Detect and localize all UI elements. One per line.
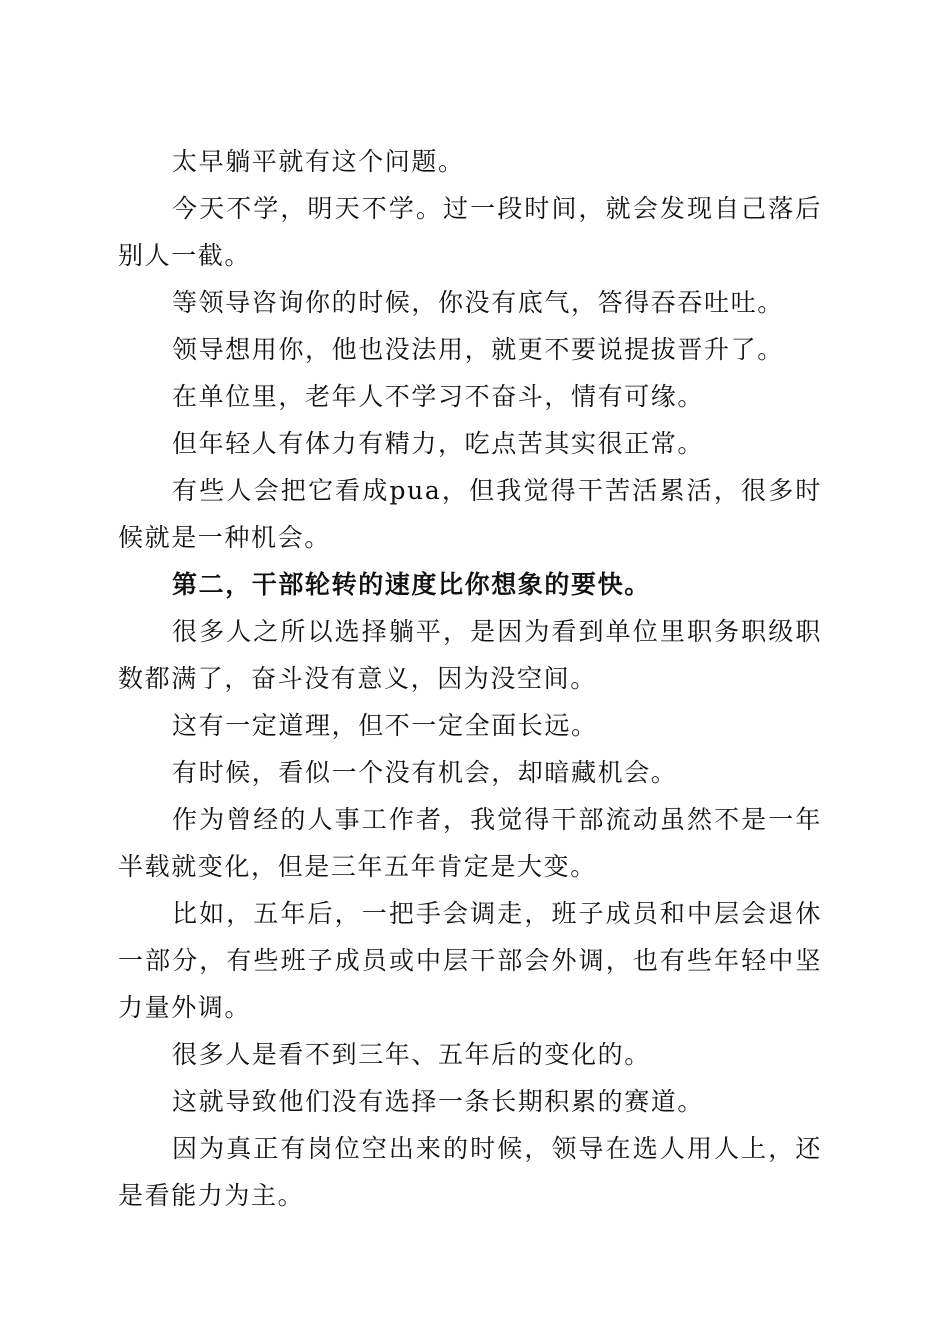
paragraph: 作为曾经的人事工作者，我觉得干部流动虽然不是一年半载就变化，但是三年五年肯定是大变。 — [118, 805, 822, 881]
paragraph: 这有一定道理，但不一定全面长远。 — [172, 711, 598, 740]
paragraph: 领导想用你，他也没法用，就更不要说提拔晋升了。 — [172, 335, 784, 364]
paragraph: 太早躺平就有这个问题。 — [172, 147, 465, 176]
paragraph: 很多人之所以选择躺平，是因为看到单位里职务职级职数都满了，奋斗没有意义，因为没空间。 — [118, 617, 822, 693]
section-heading: 第二，干部轮转的速度比你想象的要快。 — [172, 570, 651, 599]
paragraph: 等领导咨询你的时候，你没有底气，答得吞吞吐吐。 — [172, 288, 784, 317]
paragraph: 但年轻人有体力有精力，吃点苦其实很正常。 — [172, 429, 705, 458]
paragraph: 这就导致他们没有选择一条长期积累的赛道。 — [172, 1087, 705, 1116]
paragraph: 有些人会把它看成pua，但我觉得干苦活累活，很多时候就是一种机会。 — [118, 476, 822, 552]
paragraph: 今天不学，明天不学。过一段时间，就会发现自己落后别人一截。 — [118, 194, 822, 270]
paragraph: 有时候，看似一个没有机会，却暗藏机会。 — [172, 758, 678, 787]
paragraph: 比如，五年后，一把手会调走，班子成员和中层会退休一部分，有些班子成员或中层干部会外调，也有些年轻中坚力量外调。 — [118, 899, 822, 1022]
paragraph: 因为真正有岗位空出来的时候，领导在选人用人上，还是看能力为主。 — [118, 1134, 822, 1210]
document-page — [118, 138, 822, 1219]
paragraph: 在单位里，老年人不学习不奋斗，情有可缘。 — [172, 382, 705, 411]
paragraph: 很多人是看不到三年、五年后的变化的。 — [172, 1040, 651, 1069]
